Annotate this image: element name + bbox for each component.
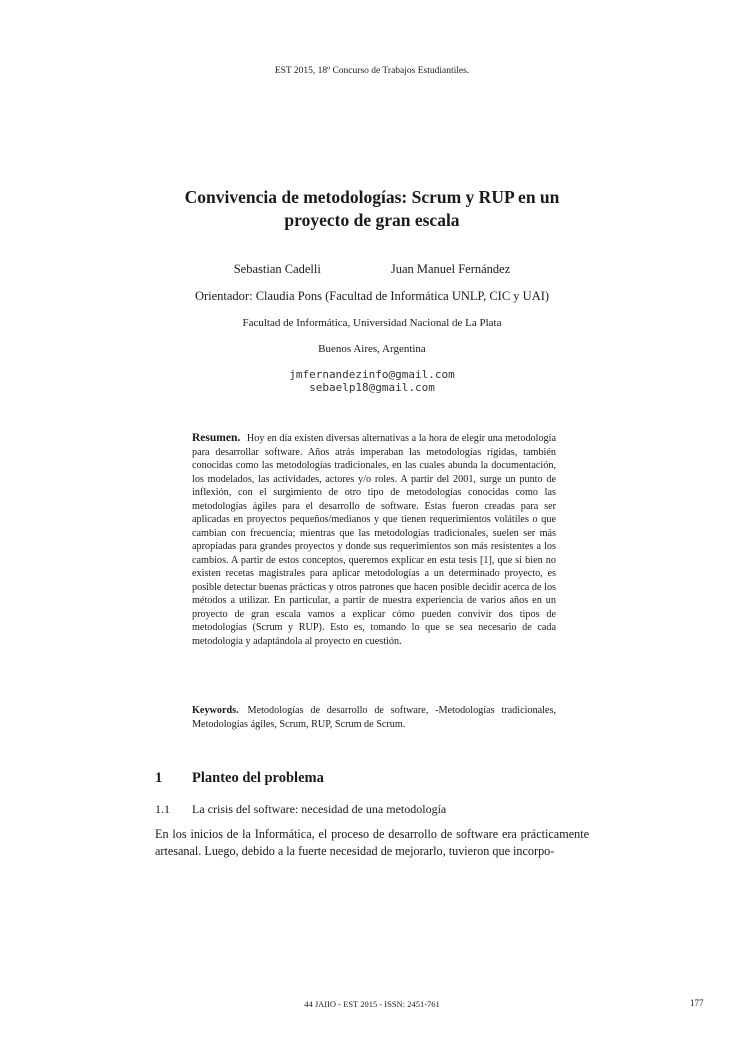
emails xyxy=(0,368,744,394)
abstract-text: Hoy en día existen diversas alternativas a la hora de elegir una metodología para desarrollar software. Años atrás imperaban las metodologías rígidas, también conocidas como las metodologías tradicionales, en las cuales abunda la documentación, los modelados, las actividades, actores y/o roles. A partir del 2001, surge un punto de inflexión, con el surgimiento de otro tipo de metodologías conocidas como las metodologías ágiles para el desarrollo de software. Estas fueron creadas para ser aplicadas en proyectos pequeños/medianos y que tienen requerimientos volátiles o que cambian con frecuencia; mientras que las metodologías tradicionales, suelen ser más apropiadas para grandes proyectos y donde sus requerimientos son más resistentes a los cambios. A partir de estos conceptos, queremos explicar en esta tesis [1], que si bien no existen recetas magistrales para aplicar metodologías a un determinado proyecto, es posible detectar buenas prácticas y otros patrones que hacen posible decidir acerca de los métodos a utilizar. En particular, a partir de nuestra experiencia de varios años en un proyecto de gran escala vamos a explicar cómo pueden convivir dos tipos de metodologías (Scrum y RUP). Esto es, tomando lo que se sea necesario de cada metodología y adaptándola al proyecto en cuestión. xyxy=(192,433,556,647)
page-number: 177 xyxy=(690,998,704,1008)
keywords xyxy=(192,704,556,731)
running-header: EST 2015, 18º Concurso de Trabajos Estudiantiles. xyxy=(274,66,470,76)
section-heading xyxy=(155,770,324,787)
email-1[interactable]: jmfernandezinfo@gmail.com xyxy=(289,368,455,381)
keywords-label: Keywords. xyxy=(192,705,239,716)
abstract xyxy=(192,432,556,648)
keywords-text: Metodologías de desarrollo de software, -Metodologías tradicionales, Metodologías ágiles, Scrum, RUP, Scrum de Scrum. xyxy=(192,705,556,730)
subsection-title: La crisis del software: necesidad de una metodología xyxy=(192,802,447,816)
subsection-number: 1.1 xyxy=(155,802,170,816)
section-title: Planteo del problema xyxy=(192,770,324,786)
affiliation: Facultad de Informática, Universidad Nacional de La Plata xyxy=(242,317,502,329)
subsection-heading xyxy=(155,802,446,817)
author-1: Sebastian Cadelli xyxy=(233,262,321,276)
page-footer: 44 JAIIO - EST 2015 - ISSN: 2451-761 xyxy=(304,999,440,1009)
location: Buenos Aires, Argentina xyxy=(318,343,426,355)
body-paragraph: En los inicios de la Informática, el proceso de desarrollo de software era prácticamente artesanal. Luego, debido a la fuerte necesidad de mejorarlo, tuvieron que incorpo- xyxy=(155,827,589,858)
author-2: Juan Manuel Fernández xyxy=(390,262,511,276)
advisor: Orientador: Claudia Pons (Facultad de Informática UNLP, CIC y UAI) xyxy=(194,289,550,303)
authors xyxy=(0,262,744,277)
abstract-label: Resumen. xyxy=(192,432,241,444)
title-line-2: proyecto de gran escala xyxy=(284,210,460,230)
paper-title xyxy=(150,186,594,232)
email-2[interactable]: sebaelp18@gmail.com xyxy=(309,381,435,394)
section-number: 1 xyxy=(155,770,163,786)
title-line-1: Convivencia de metodologías: Scrum y RUP en un xyxy=(184,187,560,207)
